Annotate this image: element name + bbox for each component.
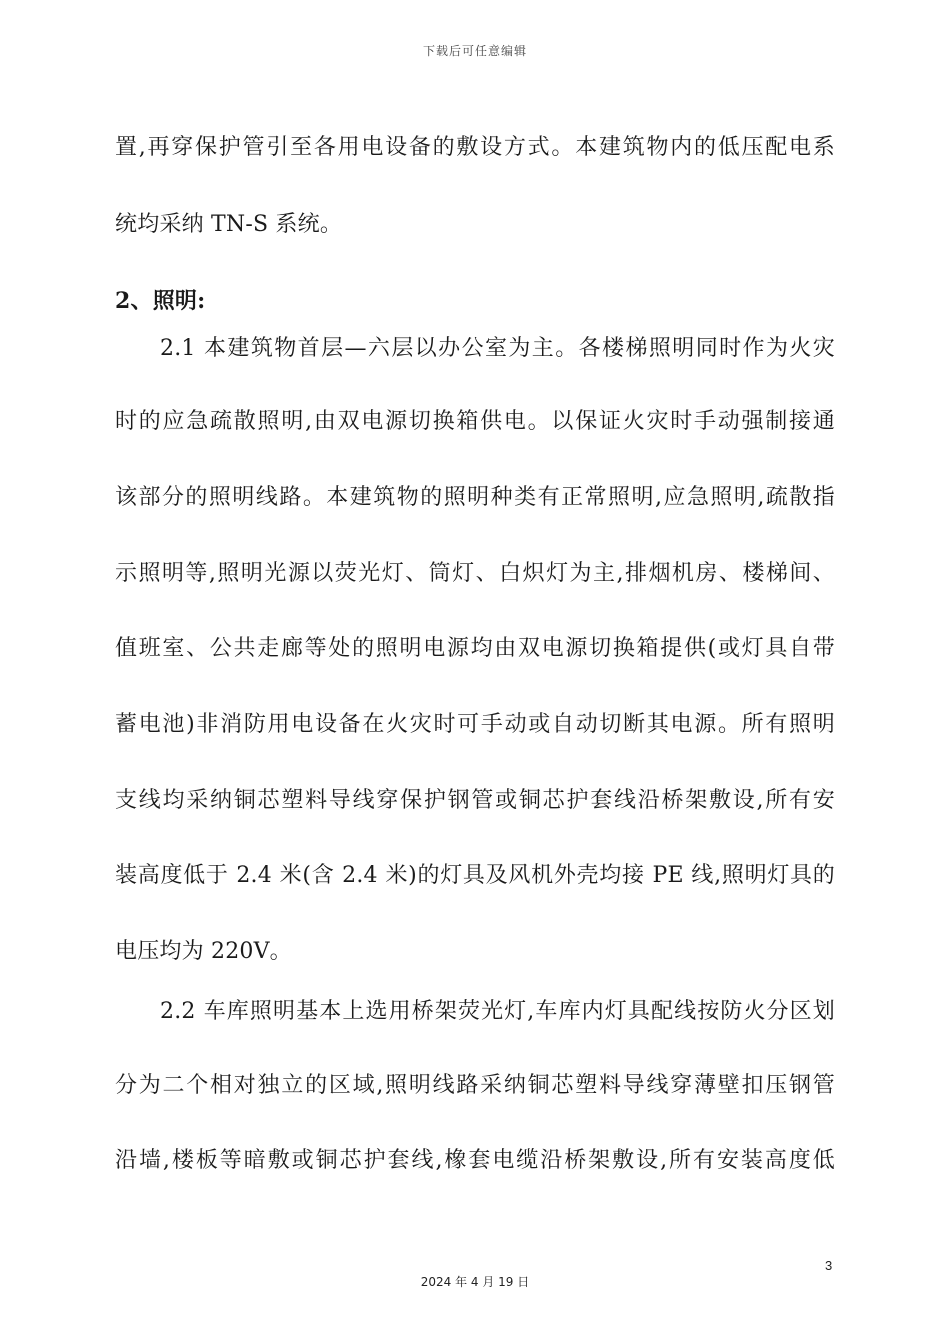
text-line: 示照明等,照明光源以荧光灯、筒灯、白炽灯为主,排烟机房、楼梯间、 bbox=[115, 561, 835, 586]
text-line: 时的应急疏散照明,由双电源切换箱供电。以保证火灾时手动强制接通 bbox=[115, 409, 835, 434]
text-line: 2.2 车库照明基本上选用桥架荧光灯,车库内灯具配线按防火分区划 bbox=[160, 999, 835, 1024]
section-heading: 2、照明: bbox=[115, 288, 206, 314]
text-line: 装高度低于 2.4 米(含 2.4 米)的灯具及风机外壳均接 PE 线,照明灯具的 bbox=[115, 863, 835, 888]
text-line: 该部分的照明线路。本建筑物的照明种类有正常照明,应急照明,疏散指 bbox=[115, 485, 835, 510]
footer-date: 2024 年 4 月 19 日 bbox=[420, 1275, 530, 1289]
text-line: 电压均为 220V。 bbox=[115, 939, 292, 964]
text-line: 2.1 本建筑物首层—六层以办公室为主。各楼梯照明同时作为火灾 bbox=[160, 336, 835, 361]
text-line: 置,再穿保护管引至各用电设备的敷设方式。本建筑物内的低压配电系 bbox=[115, 135, 835, 160]
text-line: 沿墙,楼板等暗敷或铜芯护套线,橡套电缆沿桥架敷设,所有安装高度低 bbox=[115, 1148, 835, 1173]
page-header: 下载后可任意编辑 bbox=[422, 44, 527, 58]
text-line: 支线均采纳铜芯塑料导线穿保护钢管或铜芯护套线沿桥架敷设,所有安 bbox=[115, 788, 835, 813]
text-line: 统均采纳 TN-S 系统。 bbox=[115, 212, 343, 237]
text-line: 蓄电池)非消防用电设备在火灾时可手动或自动切断其电源。所有照明 bbox=[115, 712, 835, 737]
text-line: 值班室、公共走廊等处的照明电源均由双电源切换箱提供(或灯具自带 bbox=[115, 636, 835, 661]
page-number: 3 bbox=[825, 1258, 833, 1273]
text-line: 分为二个相对独立的区域,照明线路采纳铜芯塑料导线穿薄壁扣压钢管 bbox=[115, 1073, 835, 1098]
